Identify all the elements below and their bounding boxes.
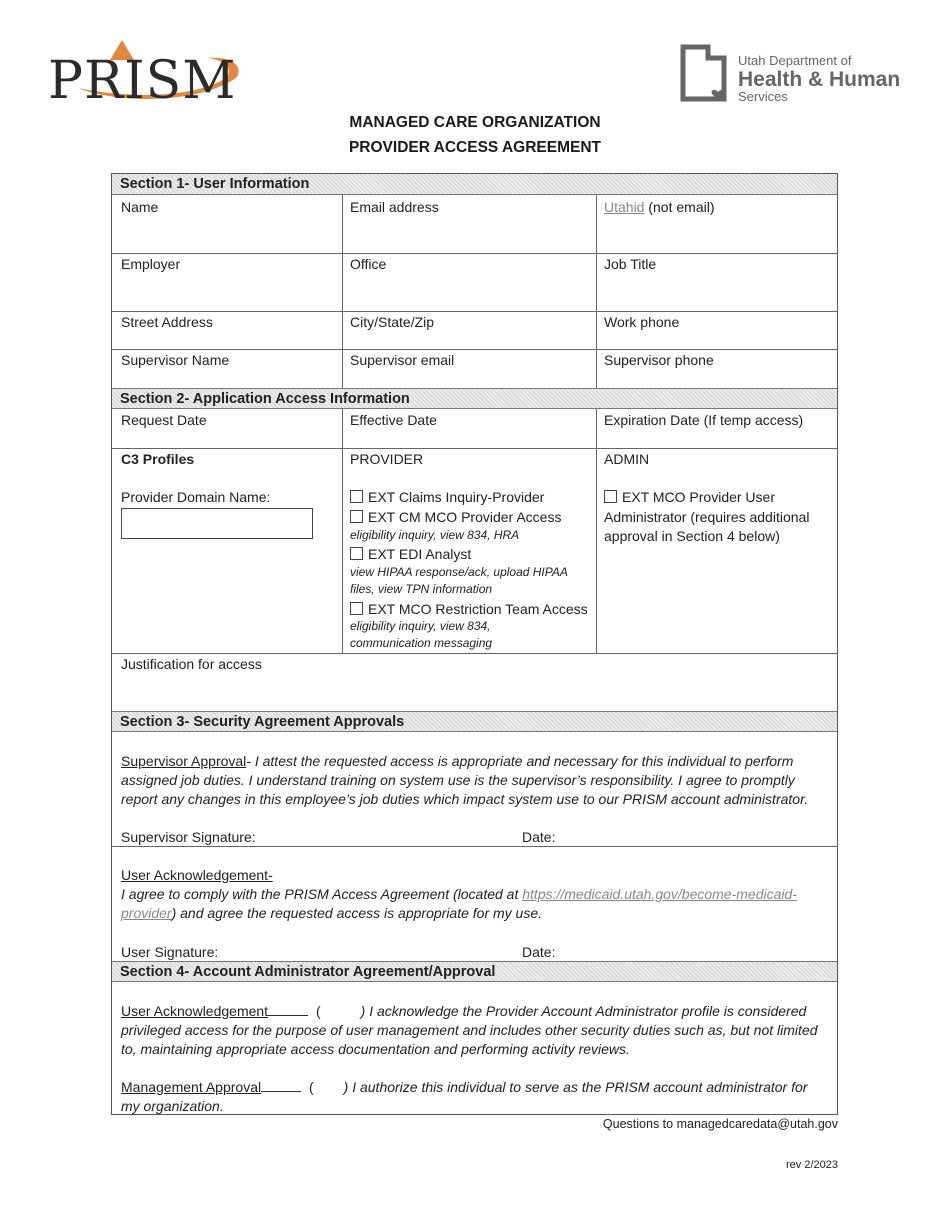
- management-approval: my organization.: [121, 1098, 224, 1114]
- checkbox[interactable]: [604, 490, 617, 503]
- supervisor-date-field[interactable]: Date:: [522, 829, 556, 845]
- option-cm-mco-provider[interactable]: EXT CM MCO Provider Access: [350, 508, 561, 526]
- user-acknowledgement-title: User Acknowledgement-: [121, 867, 273, 883]
- column-divider: [596, 409, 597, 654]
- provider-domain-input[interactable]: [121, 508, 313, 539]
- section3-heading: Section 3- Security Agreement Approvals: [112, 711, 837, 732]
- prism-logo-text: PRISM: [48, 51, 237, 110]
- supervisor-signature-field[interactable]: Supervisor Signature:: [121, 829, 256, 845]
- agency-name-line1: Utah Department of: [738, 53, 852, 68]
- user-date-field[interactable]: Date:: [522, 944, 556, 960]
- supervisor-phone-field[interactable]: Supervisor phone: [604, 352, 714, 368]
- supervisor-email-field[interactable]: Supervisor email: [350, 352, 455, 368]
- page-title: MANAGED CARE ORGANIZATION: [349, 114, 601, 131]
- user-acknowledgement-text: provider) and agree the requested access is appropriate for my use.: [121, 905, 543, 921]
- admin-user-acknowledgement: User Acknowledgement ( ) I acknowledge the Provider Account Administrator profile is considered: [121, 1003, 807, 1019]
- section2-heading: Section 2- Application Access Information: [112, 388, 837, 409]
- city-state-zip-field[interactable]: City/State/Zip: [350, 314, 435, 330]
- section4-heading: Section 4- Account Administrator Agreement/Approval: [112, 961, 837, 982]
- user-acknowledgement-text: I agree to comply with the PRISM Access Agreement (located at https://medicaid.utah.gov/become-medicaid-: [121, 886, 797, 902]
- row-divider: [112, 448, 837, 449]
- option-mco-restriction-team[interactable]: EXT MCO Restriction Team Access: [350, 600, 588, 618]
- prism-logo: [48, 38, 248, 110]
- row-divider: [112, 846, 837, 847]
- row-divider: [112, 311, 837, 312]
- checkbox[interactable]: [350, 490, 363, 503]
- supervisor-approval-title: Supervisor Approval: [121, 753, 247, 769]
- effective-date-field[interactable]: Effective Date: [350, 412, 437, 428]
- option-edi-analyst[interactable]: EXT EDI Analyst: [350, 545, 471, 563]
- provider-heading: PROVIDER: [350, 451, 424, 467]
- access-agreement-form: [111, 173, 838, 1115]
- row-divider: [112, 253, 837, 254]
- utahid-link[interactable]: Utahid: [604, 199, 645, 215]
- option-description: files, view TPN information: [350, 582, 493, 596]
- row-divider: [112, 349, 837, 350]
- contact-note: Questions to managedcaredata@utah.gov: [602, 1117, 838, 1131]
- job-title-field[interactable]: Job Title: [604, 256, 657, 272]
- admin-user-acknowledgement: to, maintaining appropriate access documentation and performing activity reviews.: [121, 1041, 630, 1057]
- provider-domain-label: Provider Domain Name:: [121, 489, 271, 505]
- checkbox[interactable]: [350, 602, 363, 615]
- utahid-suffix: (not email): [644, 199, 715, 215]
- name-field[interactable]: Name: [121, 199, 159, 215]
- admin-option-text: Administrator (requires additional: [604, 509, 810, 525]
- option-claims-inquiry[interactable]: EXT Claims Inquiry-Provider: [350, 488, 544, 506]
- user-signature-field[interactable]: User Signature:: [121, 944, 219, 960]
- request-date-field[interactable]: Request Date: [121, 412, 207, 428]
- justification-field[interactable]: Justification for access: [121, 656, 262, 672]
- utah-state-icon: [680, 44, 730, 104]
- supervisor-approval-text: assigned job duties. I understand training on system use is the supervisor’s responsibility. I agree to promptly: [121, 772, 795, 788]
- admin-option-text: approval in Section 4 below): [604, 528, 780, 544]
- employer-field[interactable]: Employer: [121, 256, 181, 272]
- column-divider: [342, 195, 343, 388]
- become-provider-link[interactable]: provider: [121, 905, 172, 921]
- option-description: eligibility inquiry, view 834,: [350, 619, 491, 633]
- street-address-field[interactable]: Street Address: [121, 314, 213, 330]
- initials-blank[interactable]: [261, 1091, 301, 1092]
- office-field[interactable]: Office: [350, 256, 387, 272]
- supervisor-approval-text: Supervisor Approval- I attest the requested access is appropriate and necessary for this individual to perform: [121, 753, 794, 769]
- email-field[interactable]: Email address: [350, 199, 439, 215]
- checkbox[interactable]: [350, 510, 363, 523]
- become-provider-link[interactable]: https://medicaid.utah.gov/become-medicaid-: [522, 886, 797, 902]
- utahid-field[interactable]: [604, 198, 715, 216]
- agency-name-line3: Services: [738, 89, 788, 104]
- page-subtitle: PROVIDER ACCESS AGREEMENT: [348, 139, 602, 156]
- section1-heading: Section 1- User Information: [112, 174, 837, 195]
- c3-profiles-label: C3 Profiles: [121, 451, 195, 467]
- revision-label: rev 2/2023: [786, 1159, 838, 1171]
- management-approval: Management Approval ( ) I authorize this individual to serve as the PRISM account administrator for: [121, 1079, 808, 1095]
- agency-logo: [680, 44, 920, 106]
- admin-heading: ADMIN: [604, 451, 650, 467]
- supervisor-name-field[interactable]: Supervisor Name: [121, 352, 230, 368]
- initials-blank[interactable]: [268, 1015, 308, 1016]
- admin-user-acknowledgement: privileged access for the purpose of user management and includes other security duties such as, but not limited: [121, 1022, 818, 1038]
- option-description: view HIPAA response/ack, upload HIPAA: [350, 565, 568, 579]
- column-divider: [596, 195, 597, 388]
- option-description: communication messaging: [350, 636, 493, 650]
- expiration-date-field[interactable]: Expiration Date (If temp access): [604, 412, 804, 428]
- supervisor-approval-text: report any changes in this employee’s job duties which impact system use to our PRISM account administrator.: [121, 791, 809, 807]
- row-divider: [112, 653, 837, 654]
- checkbox[interactable]: [350, 547, 363, 560]
- option-description: eligibility inquiry, view 834, HRA: [350, 528, 520, 542]
- option-mco-provider-user-admin[interactable]: EXT MCO Provider User: [604, 488, 775, 506]
- agency-name-line2: Health & Human: [738, 68, 901, 91]
- column-divider: [342, 409, 343, 654]
- work-phone-field[interactable]: Work phone: [604, 314, 680, 330]
